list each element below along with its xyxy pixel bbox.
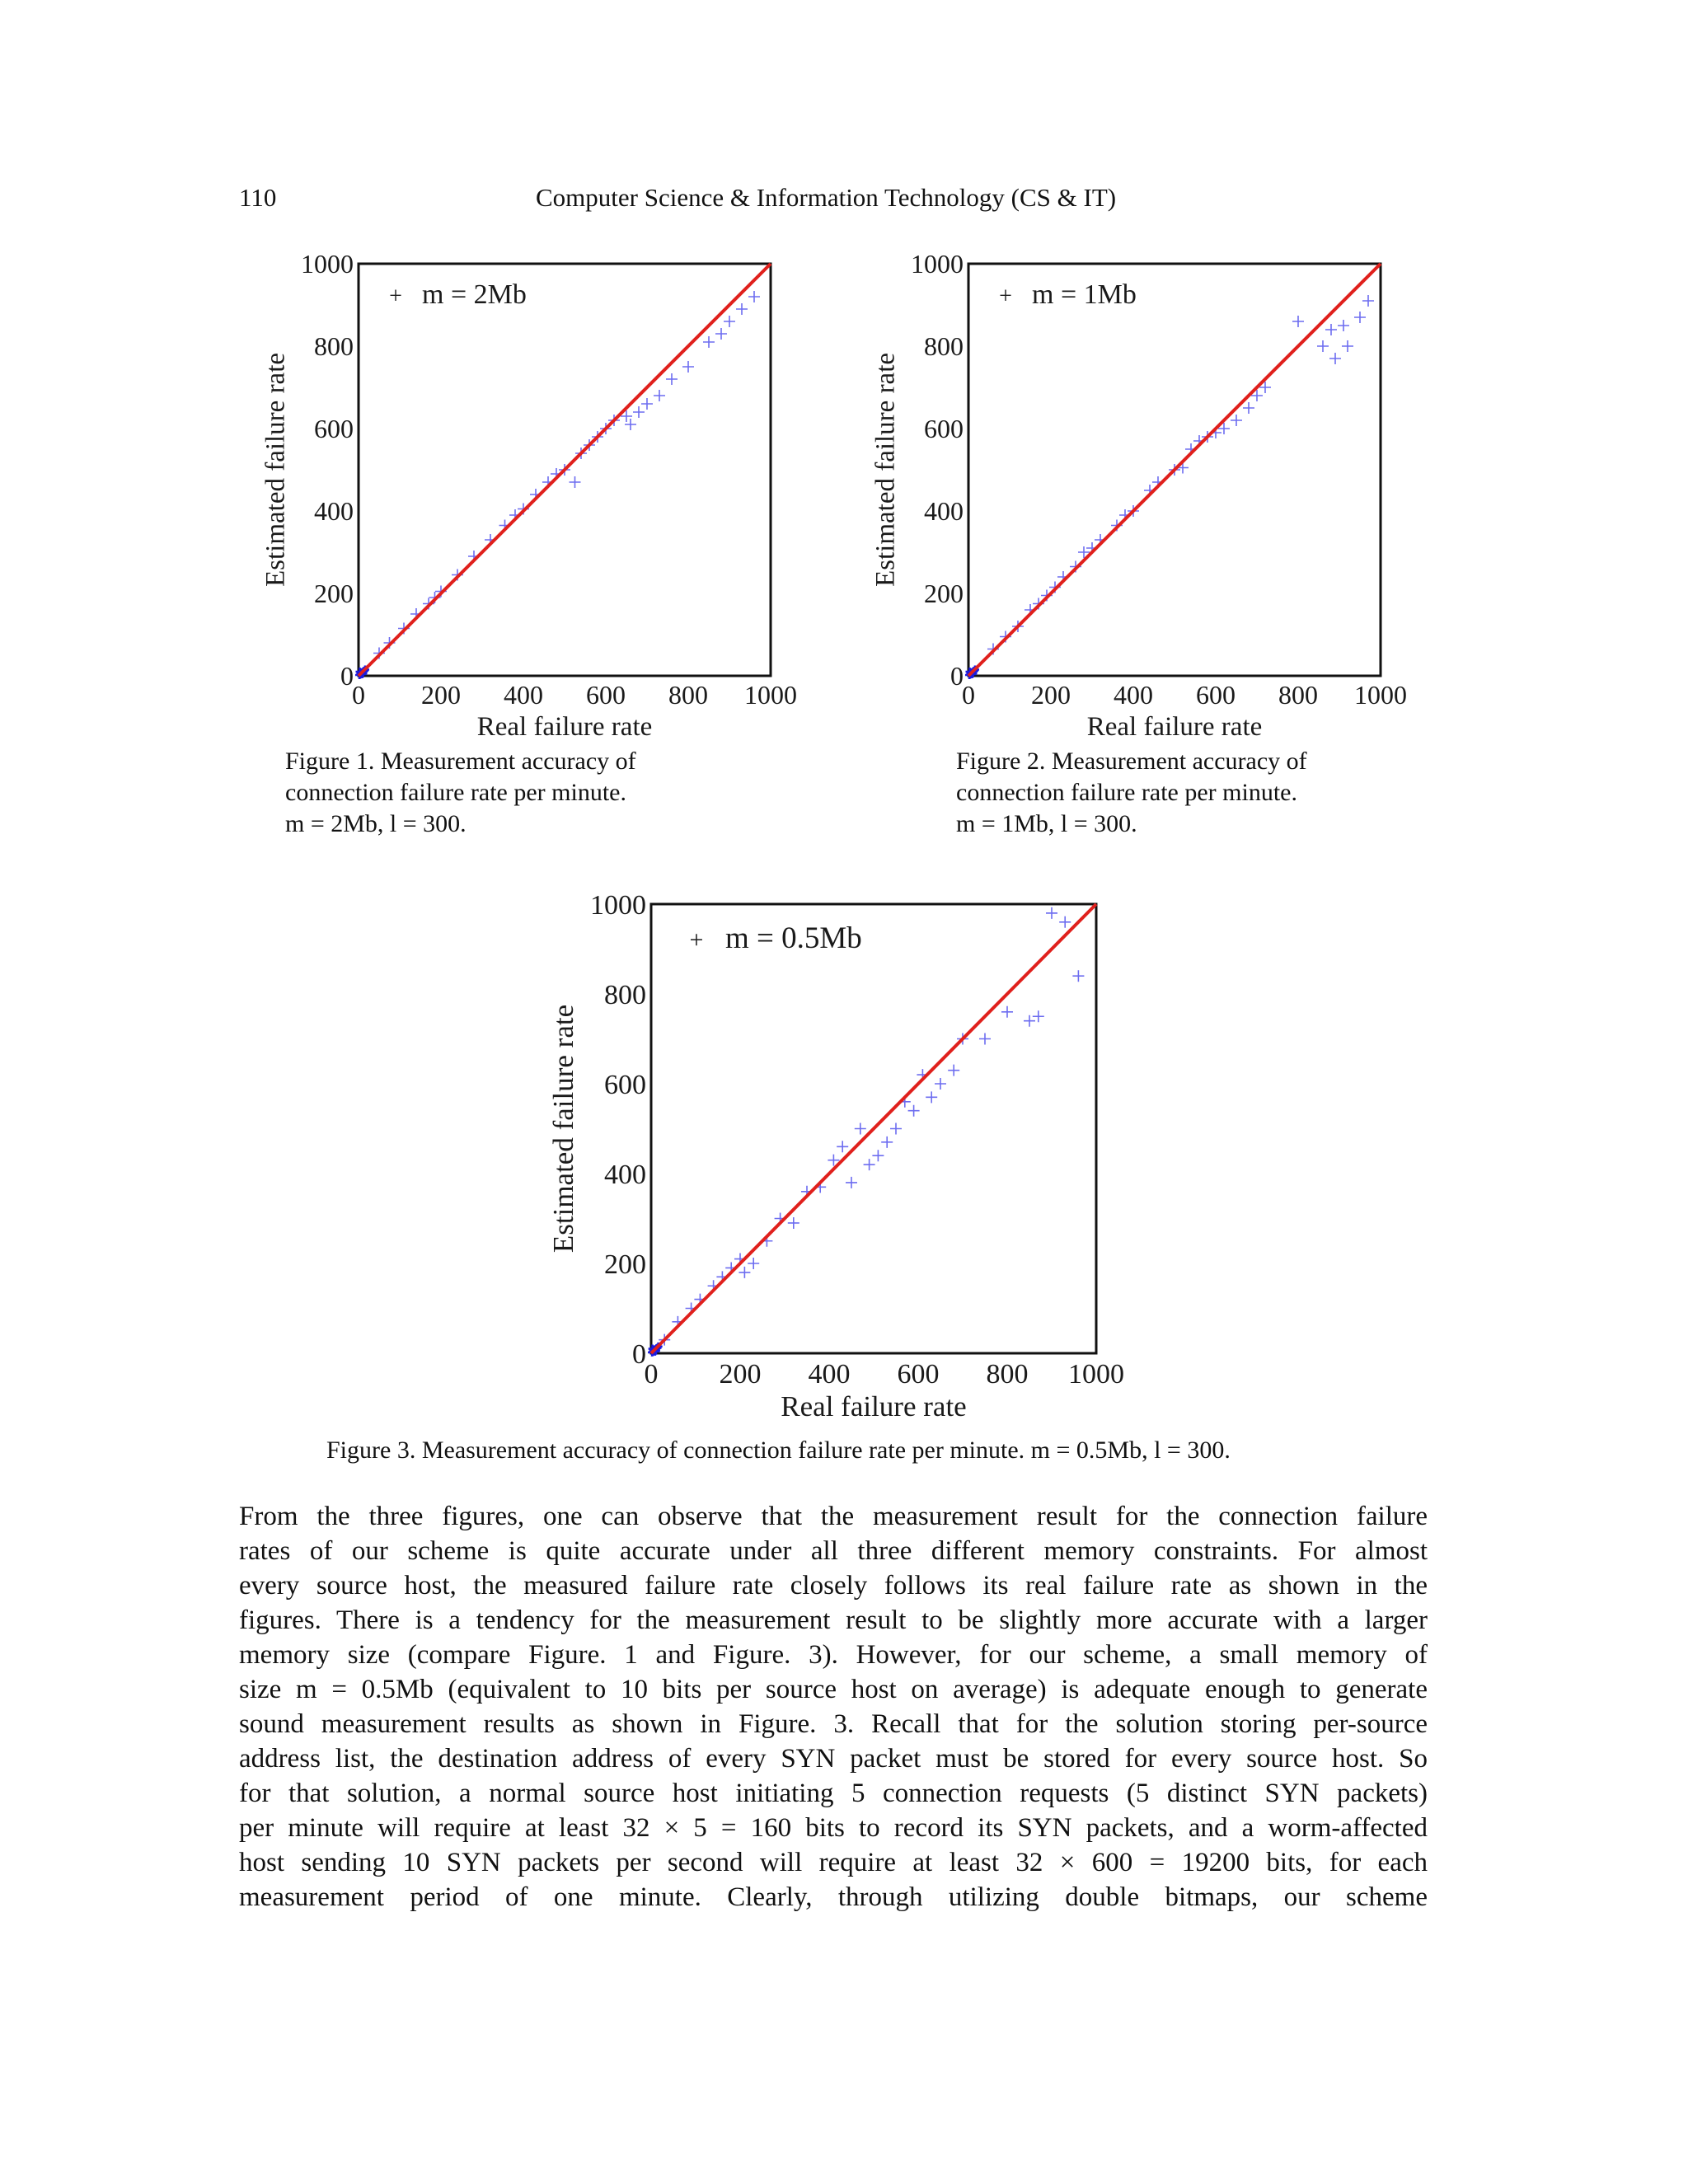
x-tick-label: 1000 <box>744 680 797 710</box>
body-line: every source host, the measured failure rate closely follows its real failure rate as shown in the <box>239 1571 1428 1601</box>
y-axis-label: Estimated failure rate <box>870 352 901 588</box>
running-head: Computer Science & Information Technology (CS & IT) <box>536 183 1117 212</box>
y-tick-label: 0 <box>950 661 964 691</box>
x-tick-label: 0 <box>644 1359 659 1390</box>
body-line: size m = 0.5Mb (equivalent to 10 bits per source host on average) is adequate enough to generate <box>239 1675 1428 1704</box>
figure-3-caption: Figure 3. Measurement accuracy of connection failure rate per minute. m = 0.5Mb, l = 300. <box>326 1436 1231 1464</box>
legend-marker: + <box>999 284 1012 309</box>
legend-label: m = 2Mb <box>422 279 527 310</box>
x-tick-label: 800 <box>986 1359 1029 1390</box>
x-tick-label: 600 <box>586 680 626 710</box>
y-tick-label: 1000 <box>301 249 354 279</box>
y-tick-label: 600 <box>924 414 964 444</box>
body-line: address list, the destination address of every SYN packet must be stored for every source host. So <box>239 1744 1428 1774</box>
x-tick-label: 0 <box>352 680 365 710</box>
body-line: for that solution, a normal source host initiating 5 connection requests (5 distinct SYN packets) <box>239 1779 1428 1808</box>
body-line: host sending 10 SYN packets per second will require at least 32 × 600 = 19200 bits, for each <box>239 1848 1428 1877</box>
caption-line: connection failure rate per minute. <box>956 779 1297 806</box>
body-line: memory size (compare Figure. 1 and Figure. 3). However, for our scheme, a small memory of <box>239 1640 1428 1670</box>
y-tick-label: 200 <box>314 579 354 609</box>
x-tick-label: 800 <box>668 680 708 710</box>
x-tick-label: 0 <box>962 680 975 710</box>
x-tick-label: 800 <box>1278 680 1318 710</box>
y-tick-label: 200 <box>924 579 964 609</box>
y-tick-label: 1000 <box>911 249 964 279</box>
y-tick-label: 400 <box>924 496 964 527</box>
caption-line: m = 1Mb, l = 300. <box>956 810 1137 837</box>
caption-line: Figure 2. Measurement accuracy of <box>956 748 1307 775</box>
body-line: rates of our scheme is quite accurate under all three different memory constraints. For almost <box>239 1536 1428 1566</box>
y-tick-label: 800 <box>314 331 354 362</box>
x-axis-label: Real failure rate <box>476 712 653 742</box>
y-tick-label: 800 <box>924 331 964 362</box>
figure-2-scatter-plot <box>849 239 1434 750</box>
body-line: per minute will require at least 32 × 5 = 160 bits to record its SYN packets, and a worm-affected <box>239 1813 1428 1843</box>
figure-3-scatter-plot <box>528 875 1154 1436</box>
x-tick-label: 400 <box>808 1359 851 1390</box>
x-tick-label: 200 <box>719 1359 762 1390</box>
y-tick-label: 200 <box>604 1249 646 1280</box>
x-axis-label: Real failure rate <box>781 1390 967 1422</box>
body-paragraph <box>239 1499 1428 1915</box>
y-axis-label: Estimated failure rate <box>547 1004 580 1254</box>
caption-line: Figure 1. Measurement accuracy of <box>285 748 636 775</box>
y-tick-label: 1000 <box>590 889 646 921</box>
y-axis-label: Estimated failure rate <box>260 352 291 588</box>
x-tick-label: 1000 <box>1068 1359 1124 1390</box>
body-line: measurement period of one minute. Clearly, through utilizing double bitmaps, our scheme <box>239 1882 1428 1912</box>
body-line: From the three figures, one can observe that the measurement result for the connection failure <box>239 1502 1428 1531</box>
body-line: sound measurement results as shown in Figure. 3. Recall that for the solution storing per-source <box>239 1709 1428 1739</box>
x-tick-label: 400 <box>504 680 543 710</box>
legend-marker: + <box>389 284 402 309</box>
x-tick-label: 600 <box>1196 680 1236 710</box>
legend-label: m = 1Mb <box>1032 279 1137 310</box>
x-tick-label: 600 <box>897 1359 940 1390</box>
x-tick-label: 200 <box>1031 680 1071 710</box>
legend-marker: + <box>689 926 704 954</box>
y-tick-label: 400 <box>604 1159 646 1190</box>
y-tick-label: 400 <box>314 496 354 527</box>
body-line: figures. There is a tendency for the measurement result to be slightly more accurate with a larger <box>239 1605 1428 1635</box>
x-tick-label: 1000 <box>1354 680 1407 710</box>
x-axis-label: Real failure rate <box>1086 712 1263 742</box>
y-tick-label: 0 <box>340 661 354 691</box>
figure-2-caption <box>956 746 1307 840</box>
caption-line: connection failure rate per minute. <box>285 779 626 806</box>
figure-1-caption <box>285 746 636 840</box>
x-tick-label: 400 <box>1114 680 1153 710</box>
y-tick-label: 600 <box>604 1069 646 1100</box>
y-tick-label: 800 <box>604 979 646 1010</box>
figure-1-scatter-plot <box>239 239 824 750</box>
y-tick-label: 600 <box>314 414 354 444</box>
x-tick-label: 200 <box>421 680 461 710</box>
page-number: 110 <box>239 183 277 212</box>
y-tick-label: 0 <box>632 1338 646 1370</box>
caption-line: m = 2Mb, l = 300. <box>285 810 467 837</box>
legend-label: m = 0.5Mb <box>725 921 862 955</box>
